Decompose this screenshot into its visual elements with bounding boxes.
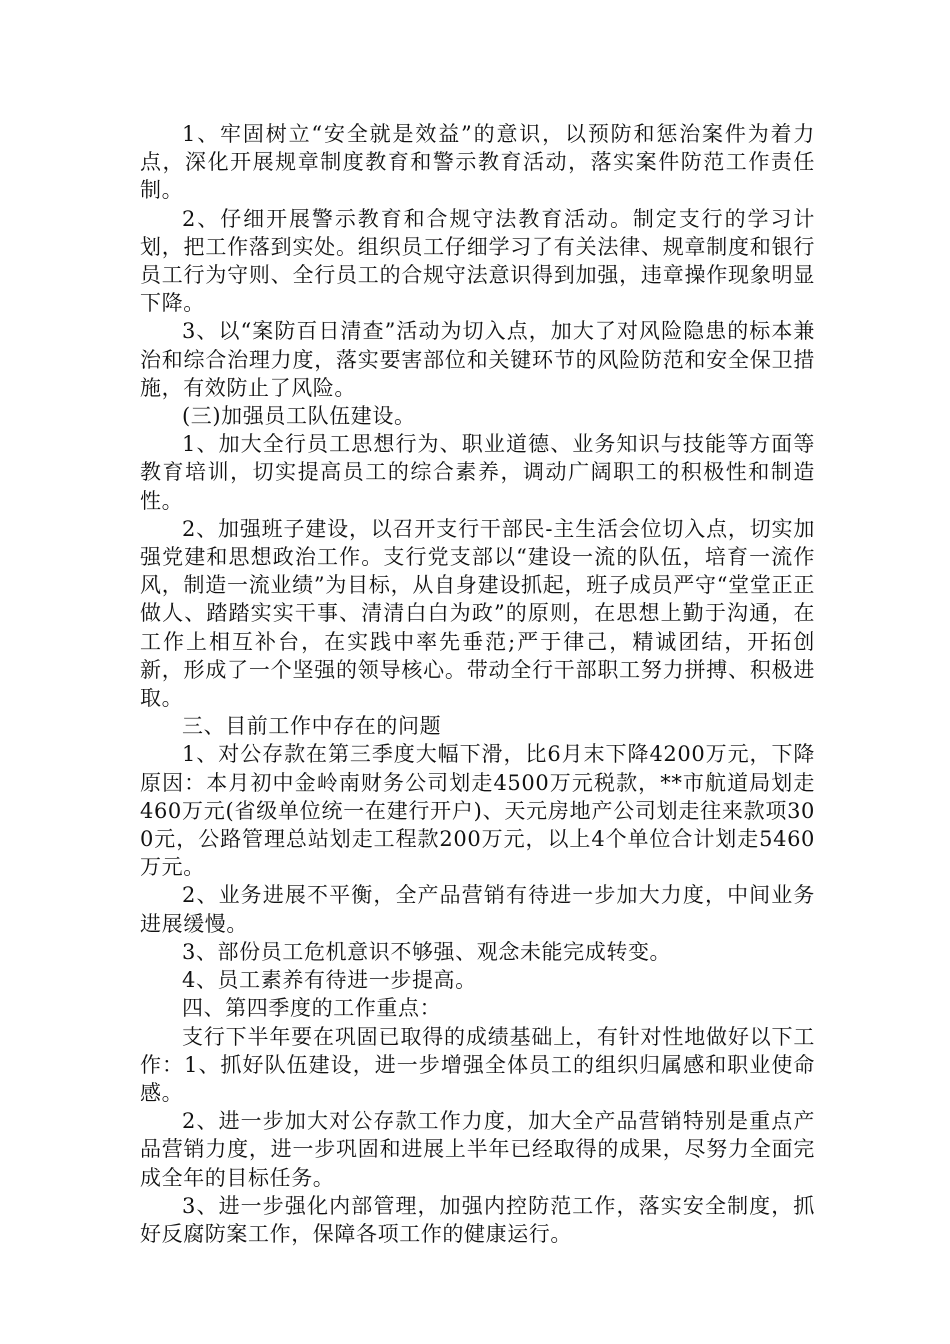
paragraph-6: 2、加强班子建设，以召开支行干部民-主生活会位切入点，切实加强党建和思想政治工作。支行党支部以“建设一流的队伍，培育一流作风，制造一流业绩”为目标，从自身建设抓起，班子成员严守“堂堂正正做人、踏踏实实干事、清清白白为政”的原则，在思想上勤于沟通，在工作上相互补台，在实践中率先垂范;严于律己，精诚团结，开拓创新，形成了一个坚强的领导核心。带动全行干部职工努力拼搏、积极进取。 bbox=[140, 516, 815, 711]
paragraph-1: 1、牢固树立“安全就是效益”的意识，以预防和惩治案件为着力点，深化开展规章制度教育和警示教育活动，落实案件防范工作责任制。 bbox=[140, 122, 815, 203]
document-body bbox=[140, 120, 815, 1248]
section-heading-q4-focus: 四、第四季度的工作重点： bbox=[182, 996, 442, 1021]
paragraph-3: 3、以“案防百日清查”活动为切入点，加大了对风险隐患的标本兼治和综合治理力度，落实要害部位和关键环节的风险防范和安全保卫措施，有效防止了风险。 bbox=[140, 319, 815, 400]
paragraph-9: 2、业务进展不平衡，全产品营销有待进一步加大力度，中间业务进展缓慢。 bbox=[140, 883, 815, 936]
paragraph-5: 1、加大全行员工思想行为、职业道德、业务知识与技能等方面等教育培训，切实提高员工的综合素养，调动广阔职工的积极性和制造性。 bbox=[140, 432, 815, 513]
paragraph-8: 1、对公存款在第三季度大幅下滑，比6月末下降4200万元，下降原因：本月初中金岭南财务公司划走4500万元税款，**市航道局划走460万元(省级单位统一在建行开户)、天元房地产公司划走往来款项300元，公路管理总站划走工程款200万元，以上4个单位合计划走5460万元。 bbox=[140, 742, 815, 880]
paragraph-15: 3、进一步强化内部管理，加强内控防范工作，落实安全制度，抓好反腐防案工作，保障各项工作的健康运行。 bbox=[140, 1193, 815, 1246]
paragraph-13: 支行下半年要在巩固已取得的成绩基础上，有针对性地做好以下工作：1、抓好队伍建设，进一步增强全体员工的组织归属感和职业使命感。 bbox=[140, 1024, 815, 1105]
paragraph-2: 2、仔细开展警示教育和合规守法教育活动。制定支行的学习计划，把工作落到实处。组织员工仔细学习了有关法律、规章制度和银行员工行为守则、全行员工的合规守法意识得到加强，违章操作现象明显下降。 bbox=[140, 206, 815, 316]
paragraph-14: 2、进一步加大对公存款工作力度，加大全产品营销特别是重点产品营销力度，进一步巩固和进展上半年已经取得的成果，尽努力全面完成全年的目标任务。 bbox=[140, 1109, 815, 1190]
paragraph-11: 4、员工素养有待进一步提高。 bbox=[182, 968, 477, 993]
section-heading-staff-building: (三)加强员工队伍建设。 bbox=[182, 404, 416, 429]
section-heading-problems: 三、目前工作中存在的问题 bbox=[182, 714, 442, 739]
paragraph-10: 3、部份员工危机意识不够强、观念未能完成转变。 bbox=[182, 939, 672, 964]
